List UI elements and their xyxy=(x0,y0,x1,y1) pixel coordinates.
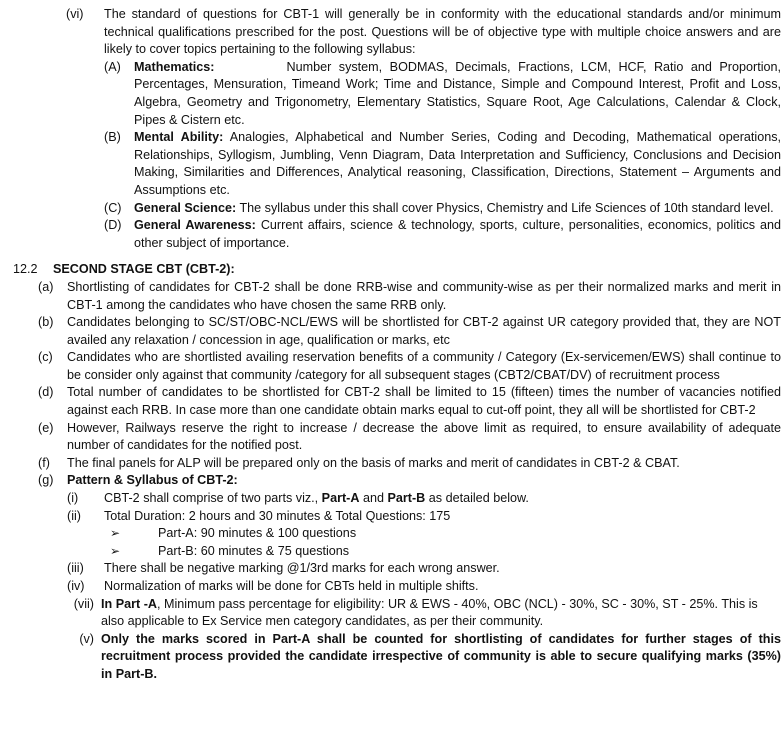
sub-item-v xyxy=(64,631,781,684)
bullet-text: Part-B: 60 minutes & 75 questions xyxy=(158,543,350,558)
list-item-marker: (f) xyxy=(38,455,50,470)
list-item-a xyxy=(38,279,781,314)
syllabus-item-general-awareness xyxy=(104,217,781,252)
list-item-marker: (d) xyxy=(38,385,54,400)
list-item-c xyxy=(38,349,781,384)
list-item-f xyxy=(38,455,781,473)
syllabus-item-marker: (D) xyxy=(104,218,122,233)
section-title: SECOND STAGE CBT (CBT-2): xyxy=(53,262,235,277)
clause-vi-text: The standard of questions for CBT-1 will generally be in conformity with the educational standards and/or minimum technical qualifications prescribed for the post. Questions will be of objective type with multiple choice answers and are likely to cover topics pertaining to the following syllabus: xyxy=(104,7,781,57)
syllabus-item-marker: (C) xyxy=(104,200,122,215)
syllabus-item-text: Number system, BODMAS, Decimals, Fractions, LCM, HCF, Ratio and Proportion, Percentages, Mensuration, Timeand Work; Time and Distance, Simple and Compound Interest, Profit and Loss, Algebra, Geometry and Trigonometry, Elementary Statistics, Square Root, Age Calculations, Calendar & Clock, Pipes & Cistern etc. xyxy=(134,59,781,127)
syllabus-item-marker: (B) xyxy=(104,130,121,145)
list-item-text: Total number of candidates to be shortlisted for CBT-2 shall be limited to 15 (fifteen) times the number of vacancies notified against each RRB. In case more than one candidate obtain marks equal to cut-off point, they all will be shortlisted for CBT-2 xyxy=(67,385,781,418)
clause-vi-marker: (vi) xyxy=(66,7,84,21)
section-heading-12-2 xyxy=(13,261,781,279)
clause-vi xyxy=(66,6,781,59)
section-number: 12.2 xyxy=(13,262,38,277)
sub-item-marker: (vii) xyxy=(73,596,94,611)
syllabus-item-text: The syllabus under this shall cover Physics, Chemistry and Life Sciences of 10th standard level. xyxy=(239,200,774,215)
document-page xyxy=(0,6,781,738)
list-item-marker: (g) xyxy=(38,473,54,488)
sub-item-mid: and xyxy=(359,491,388,506)
syllabus-item-mental-ability xyxy=(104,129,781,199)
sub-item-i xyxy=(67,490,781,508)
list-item-marker: (c) xyxy=(38,350,53,365)
arrow-bullet-icon: ➢ xyxy=(110,543,121,558)
list-item-g xyxy=(38,472,781,490)
sub-item-marker: (iii) xyxy=(67,561,84,576)
list-item-marker: (e) xyxy=(38,420,54,435)
list-item-text: The final panels for ALP will be prepared only on the basis of marks and merit of candidates in CBT-2 & CBAT. xyxy=(67,455,680,470)
sub-item-vii-rest: , Minimum pass percentage for eligibility: UR & EWS - 40%, OBC (NCL) - 30%, SC - 30%, ST - 25%. This is also applicable to Ex Service men category candidates, as per their community. xyxy=(101,596,758,629)
sub-item-text: Only the marks scored in Part-A shall be counted for shortlisting of candidates for further stages of this recruitment process provided the candidate irrespective of community is able to secure qualifying marks (35%) in Part-B. xyxy=(101,631,781,681)
syllabus-item-text: Current affairs, science & technology, sports, culture, personalities, economics, politics and other subject of importance. xyxy=(134,218,781,250)
part-a-label: Part-A xyxy=(321,491,360,506)
syllabus-item-title: Mathematics: xyxy=(134,59,215,74)
sub-item-text xyxy=(101,596,781,631)
sub-item-marker: (i) xyxy=(67,491,79,506)
part-b-label: Part-B xyxy=(387,491,426,506)
sub-item-iii xyxy=(67,560,781,578)
sub-item-marker: (ii) xyxy=(67,508,81,523)
syllabus-item-general-science xyxy=(104,200,781,218)
sub-item-marker: (v) xyxy=(79,631,94,646)
list-item-text: Shortlisting of candidates for CBT-2 shall be done RRB-wise and community-wise as per their normalized marks and merit in CBT-1 among the candidates who have chosen the same RRB only. xyxy=(67,279,781,312)
sub-item-iv xyxy=(67,578,781,596)
syllabus-item-title: General Awareness: xyxy=(134,218,256,233)
arrow-bullet-icon: ➢ xyxy=(110,526,121,541)
sub-item-vii xyxy=(64,596,781,631)
syllabus-item-title: General Science: xyxy=(134,200,237,215)
bullet-part-a xyxy=(110,525,781,543)
list-item-e xyxy=(38,420,781,455)
bullet-text: Part-A: 90 minutes & 100 questions xyxy=(158,526,357,541)
sub-item-text: Total Duration: 2 hours and 30 minutes & Total Questions: 175 xyxy=(104,508,451,523)
bullet-part-b xyxy=(110,543,781,561)
syllabus-item-mathematics xyxy=(104,59,781,129)
list-item-b xyxy=(38,314,781,349)
sub-item-text xyxy=(104,490,781,508)
syllabus-item-body xyxy=(134,59,781,129)
sub-item-prefix: CBT-2 shall comprise of two parts viz., xyxy=(104,491,322,506)
list-item-text: However, Railways reserve the right to increase / decrease the above limit as required, to ensure availability of adequate number of candidates for the notified post. xyxy=(67,420,781,453)
sub-item-ii xyxy=(67,508,781,526)
list-item-marker: (a) xyxy=(38,279,54,294)
syllabus-item-text: Analogies, Alphabetical and Number Series, Coding and Decoding, Mathematical operations, Relationships, Syllogism, Jumbling, Venn Diagram, Data Interpretation and Sufficiency, Conclusions and Decision Making, Similarities and Differences, Analytical reasoning, Classification, Directions, Statement – Arguments and Assumptions etc. xyxy=(134,130,781,197)
syllabus-item-body xyxy=(134,129,781,199)
syllabus-item-body xyxy=(134,200,781,218)
sub-item-marker: (iv) xyxy=(67,579,85,593)
list-item-text: Candidates who are shortlisted availing reservation benefits of a community / Category (Ex-servicemen/EWS) shall continue to be consider only against that community /category for all subsequent stages (CBT2/CBAT/DV) of recruitment process xyxy=(67,350,781,382)
syllabus-item-title: Mental Ability: xyxy=(134,130,224,145)
sub-item-text: Normalization of marks will be done for CBTs held in multiple shifts. xyxy=(104,579,479,593)
syllabus-item-marker: (A) xyxy=(104,59,121,74)
sub-item-suffix: as detailed below. xyxy=(425,491,529,506)
list-item-heading: Pattern & Syllabus of CBT-2: xyxy=(67,473,238,488)
list-item-d xyxy=(38,384,781,419)
list-item-text: Candidates belonging to SC/ST/OBC-NCL/EWS will be shortlisted for CBT-2 against UR category provided that, they are NOT availed any relaxation / concession in age, qualification or marks, etc xyxy=(67,315,781,347)
list-item-marker: (b) xyxy=(38,315,54,330)
sub-item-text: There shall be negative marking @1/3rd marks for each wrong answer. xyxy=(104,561,500,576)
syllabus-item-body xyxy=(134,217,781,252)
in-part-a-label: In Part -A xyxy=(101,596,157,611)
